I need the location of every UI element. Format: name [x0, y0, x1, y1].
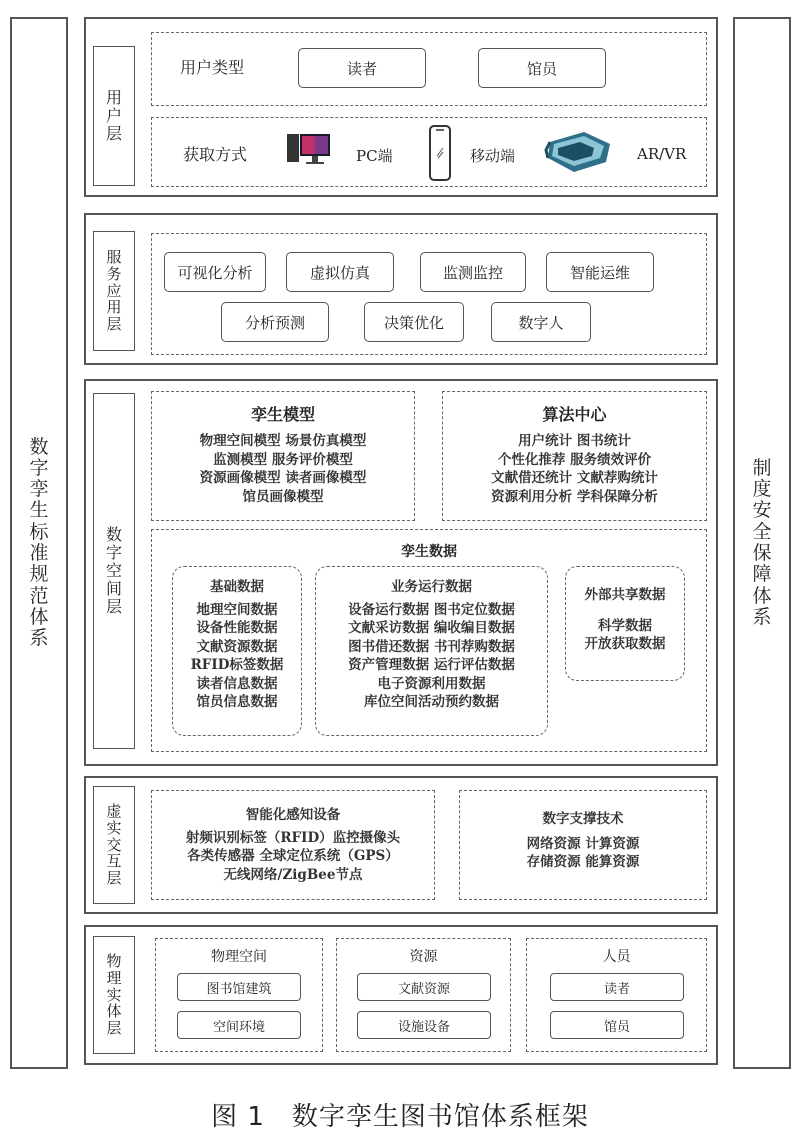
basic-data-lines: 基础数据 地理空间数据 设备性能数据 文献资源数据 RFID标签数据 读者信息数据 馆员信息数据: [190, 579, 284, 710]
physical-space-title: 物理空间: [211, 949, 267, 965]
service-virtual-sim: 虚拟仿真: [286, 252, 394, 292]
left-side-label: 数 字 孪 生 标 准 规 范 体 系: [29, 435, 49, 650]
service-visual-analysis: 可视化分析: [164, 252, 266, 292]
personnel-title: 人员: [602, 949, 631, 965]
sensing-lines: 智能化感知设备 射频识别标签（RFID）监控摄像头 各类传感器 全球定位系统（GPS） 无线网络/ZigBee节点: [185, 807, 401, 883]
facilities-equipment: 设施设备: [357, 1011, 491, 1039]
figure-caption: 图 1 数字孪生图书馆体系框架: [211, 1102, 589, 1132]
literature-resource: 文献资源: [357, 973, 491, 1001]
personnel-librarian: 馆员: [550, 1011, 684, 1039]
service-smart-ops: 智能运维: [546, 252, 654, 292]
twin-data-title: 孪生数据: [401, 544, 457, 560]
external-data-lines: 外部共享数据 科学数据 开放获取数据: [584, 587, 666, 652]
algorithm-center-lines: 用户统计 图书统计 个性化推荐 服务绩效评价 文献借还统计 文献荐购统计 资源利用分析 学科保障分析: [491, 433, 658, 505]
mobile-phone-icon: [428, 124, 452, 182]
left-side-bar: [10, 17, 68, 1069]
service-layer-label: 服 务 应 用 层: [93, 231, 135, 351]
ops-data-lines: 业务运行数据 设备运行数据 图书定位数据 文献采访数据 编收编目数据 图书借还数据 书刊荐购数据 资产管理数据 运行评估数据 电子资源利用数据 库位空间活动预约数据: [348, 579, 515, 710]
physical-layer-label: 物 理 实 体 层: [93, 936, 135, 1054]
space-environment: 空间环境: [177, 1011, 301, 1039]
access-arvr: AR/VR: [637, 145, 687, 163]
service-analysis-forecast: 分析预测: [221, 302, 329, 342]
support-tech-lines: 数字支撑技术 网络资源 计算资源 存储资源 能算资源: [526, 811, 640, 870]
service-monitoring: 监测监控: [420, 252, 526, 292]
access-mobile: 移动端: [470, 147, 516, 165]
interaction-layer-label: 虚 实 交 互 层: [93, 786, 135, 904]
user-type-reader: 读者: [298, 48, 426, 88]
access-pc: PC端: [356, 147, 393, 165]
access-label: 获取方式: [183, 145, 248, 164]
pc-monitor-icon: [286, 132, 332, 168]
resource-title: 资源: [409, 949, 438, 965]
vr-headset-icon: [544, 128, 614, 176]
digital-space-layer-label: 数 字 空 间 层: [93, 393, 135, 749]
user-type-label: 用户类型: [180, 58, 245, 77]
user-type-librarian: 馆员: [478, 48, 606, 88]
library-building: 图书馆建筑: [177, 973, 301, 1001]
user-layer-label: 用 户 层: [93, 46, 135, 186]
twin-model-lines: 物理空间模型 场景仿真模型 监测模型 服务评价模型 资源画像模型 读者画像模型 馆员画像模型: [199, 433, 367, 505]
personnel-reader: 读者: [550, 973, 684, 1001]
twin-model-title: 孪生模型: [250, 405, 315, 424]
service-digital-human: 数字人: [491, 302, 591, 342]
service-decision-opt: 决策优化: [364, 302, 464, 342]
algorithm-center-title: 算法中心: [542, 405, 607, 424]
right-side-bar: [733, 17, 791, 1069]
right-side-label: 制 度 安 全 保 障 体 系: [752, 456, 772, 628]
